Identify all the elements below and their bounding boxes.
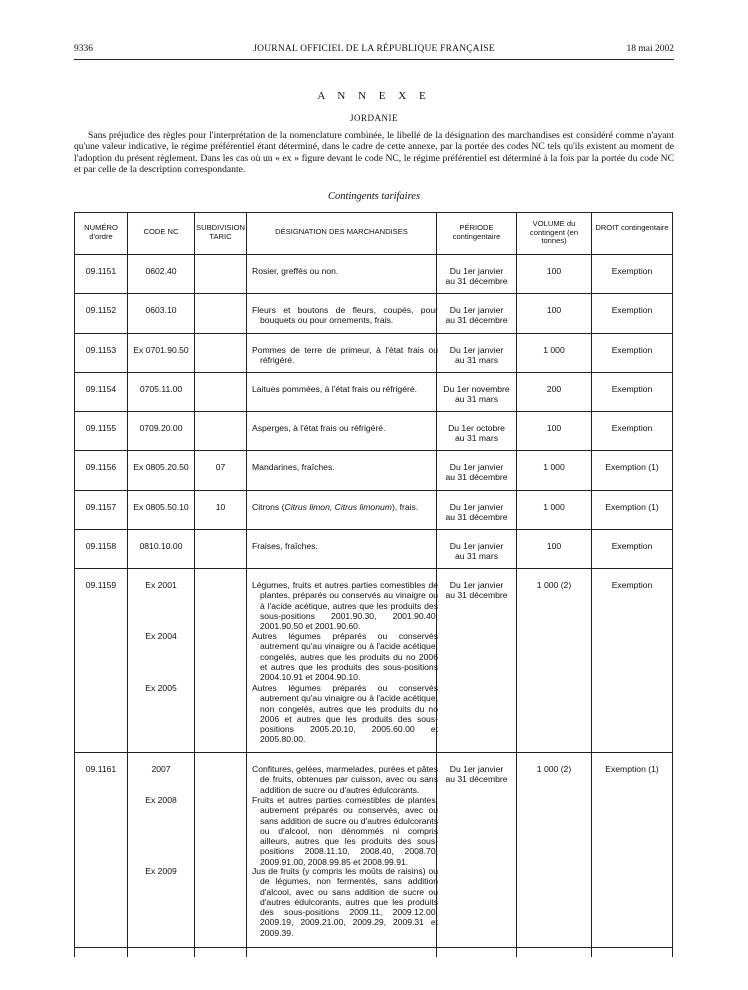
row-border	[74, 752, 673, 753]
cn-code: Ex 2009	[145, 866, 177, 876]
order-number: 09.1157	[85, 502, 117, 512]
quota-volume: 1 000 (2)	[536, 764, 572, 774]
cn-code: 2007	[151, 764, 171, 774]
row-border	[74, 293, 673, 294]
quota-duty: Exemption	[611, 580, 653, 590]
taric-subdivision: 07	[215, 462, 226, 472]
goods-description: Fruits et autres parties comestibles de plantes, autrement préparés ou conservés, avec ou sans addition de sucre ou d'autres édulcorants ou d'alcool, non dénommés ni compris ailleurs, autres que les produits des sous-positions 2008.11.10, 2008.40, 2008.70, 2009.91.00, 2008.99.85 et 2008.99.91.	[252, 795, 438, 867]
quota-duty: Exemption (1)	[605, 502, 659, 512]
header-duty: DROIT contingentaire	[595, 223, 669, 232]
goods-description: Jus de fruits (y compris les moûts de raisins) ou de légumes, non fermentés, sans addition d'alcool, avec ou sans addition de sucre ou d'autres édulcorants, autres que les produits des sous-positions 2009.11, 2009.12.00, 2009.19, 2009.21.00, 2009.29, 2009.31 et 2009.39.	[252, 866, 438, 938]
quota-period: Du 1er janvier au 31 décembre	[445, 502, 508, 523]
order-number: 09.1161	[85, 764, 117, 774]
header-volume: VOLUME du contingent (en tonnes)	[529, 219, 579, 246]
quota-volume: 100	[546, 541, 562, 551]
cn-code: Ex 2004	[145, 631, 177, 641]
goods-description: Pommes de terre de primeur, à l'état frais ou réfrigéré.	[252, 345, 438, 366]
running-header	[74, 44, 674, 58]
cn-code: 0810.10.00	[139, 541, 183, 551]
quota-volume: 1 000	[543, 462, 565, 472]
publication-date: 18 mai 2002	[626, 44, 674, 54]
order-number: 09.1153	[85, 345, 117, 355]
quota-duty: Exemption	[611, 266, 653, 276]
order-number: 09.1151	[85, 266, 117, 276]
country-heading: JORDANIE	[350, 113, 398, 123]
goods-description: Citrons (Citrus limon, Citrus limonum), frais.	[252, 502, 419, 512]
col-border	[672, 212, 673, 957]
quota-volume: 1 000	[543, 345, 565, 355]
col-border	[194, 212, 195, 957]
cn-code: Ex 2008	[145, 795, 177, 805]
goods-description: Rosier, greffés ou non.	[252, 266, 339, 276]
order-number: 09.1159	[85, 580, 117, 590]
goods-description: Autres légumes préparés ou conservés autrement qu'au vinaigre ou à l'acide acétique, congelés, autres que les produits du no 2006 et autres que les produits des sous-positions 2004.10.91 et 2004.90.10.	[252, 631, 438, 683]
goods-description: Légumes, fruits et autres parties comestibles de plantes, préparés ou conservés au vinaigre ou à l'acide acétique, autres que les produits des sous-positions 2001.90.30, 2001.90.40, 2001.90.50 et 2001.90.60.	[252, 580, 438, 632]
row-border	[74, 333, 673, 334]
cn-code: 0709.20.00	[139, 423, 183, 433]
row-border	[74, 411, 673, 412]
quota-period: Du 1er janvier au 31 décembre	[445, 305, 508, 326]
row-border	[74, 372, 673, 373]
order-number: 09.1154	[85, 384, 117, 394]
quota-period: Du 1er novembre au 31 mars	[443, 384, 510, 405]
row-border	[74, 490, 673, 491]
quota-duty: Exemption	[611, 345, 653, 355]
cn-code: 0705.11.00	[139, 384, 183, 394]
col-border	[246, 212, 247, 957]
header-cn-code: CODE NC	[143, 227, 179, 236]
quota-volume: 100	[546, 305, 562, 315]
quota-period: Du 1er janvier au 31 mars	[449, 541, 504, 562]
quota-volume: 1 000	[543, 502, 565, 512]
quota-period: Du 1er octobre au 31 mars	[448, 423, 505, 444]
quota-period: Du 1er janvier au 31 décembre	[445, 764, 508, 785]
cn-code: Ex 0701.90.50	[133, 345, 189, 355]
order-number: 09.1152	[85, 305, 117, 315]
quota-period: Du 1er janvier au 31 décembre	[445, 580, 508, 601]
page-number: 9336	[74, 44, 93, 54]
cn-code: Ex 2001	[145, 580, 177, 590]
tariff-quota-table	[74, 212, 673, 957]
row-border	[74, 947, 673, 948]
cn-code: Ex 2005	[145, 683, 177, 693]
quota-volume: 100	[546, 266, 562, 276]
intro-paragraph: Sans préjudice des règles pour l'interprétation de la nomenclature combinée, le libellé de la désignation des marchandises est considéré comme n'ayant qu'une valeur indicative, le régime préférentiel étant déterminé, dans le cadre de cette annexe, par la portée des codes NC tels qu'ils existent au moment de l'adoption du présent règlement. Dans les cas où un « ex » figure devant le code NC, le régime préférentiel est déterminé à la fois par la portée du code NC et par celle de la description correspondante.	[74, 130, 674, 175]
quota-volume: 100	[546, 423, 562, 433]
header-description: DÉSIGNATION DES MARCHANDISES	[275, 227, 408, 236]
goods-description: Mandarines, fraîches.	[252, 462, 335, 472]
header-order-no: NUMÉRO d'ordre	[84, 223, 118, 241]
goods-description: Confitures, gelées, marmelades, purées et pâtes de fruits, obtenues par cuisson, avec ou sans addition de sucre ou d'autres édulcorants.	[252, 764, 438, 795]
table-caption: Contingents tarifaires	[327, 191, 421, 202]
order-number: 09.1155	[85, 423, 117, 433]
quota-period: Du 1er janvier au 31 mars	[449, 345, 504, 366]
quota-volume: 200	[546, 384, 562, 394]
quota-duty: Exemption (1)	[605, 764, 659, 774]
cn-code: 0603.10	[145, 305, 177, 315]
row-border	[74, 450, 673, 451]
row-border	[74, 529, 673, 530]
quota-duty: Exemption	[611, 384, 653, 394]
quota-period: Du 1er janvier au 31 décembre	[445, 462, 508, 483]
journal-title: JOURNAL OFFICIEL DE LA RÉPUBLIQUE FRANÇAISE	[253, 44, 495, 54]
row-border	[74, 212, 673, 213]
goods-description: Fleurs et boutons de fleurs, coupés, pour bouquets ou pour ornements, frais.	[252, 305, 438, 326]
order-number: 09.1156	[85, 462, 117, 472]
taric-subdivision: 10	[215, 502, 226, 512]
goods-description: Autres légumes préparés ou conservés autrement qu'au vinaigre ou à l'acide acétique, non congelés, autres que les produits du no 2006 et autres que les produits des sous-positions 2005.20.10, 2005.60.00 et 2005.80.00.	[252, 683, 438, 745]
cn-code: Ex 0805.50.10	[133, 502, 189, 512]
quota-duty: Exemption	[611, 305, 653, 315]
header-period: PÉRIODE contingentaire	[452, 223, 501, 241]
quota-volume: 1 000 (2)	[536, 580, 572, 590]
cn-code: 0602.40	[145, 266, 177, 276]
annex-title: A N N E X E	[317, 90, 431, 102]
header-taric: SUBDIVISION TARIC	[196, 223, 245, 241]
header-rule	[74, 59, 674, 60]
goods-description: Laitues pommées, à l'état frais ou réfrigéré.	[252, 384, 418, 394]
goods-description: Asperges, à l'état frais ou réfrigéré.	[252, 423, 386, 433]
cn-code: Ex 0805.20.50	[133, 462, 189, 472]
row-border	[74, 254, 673, 255]
quota-duty: Exemption	[611, 423, 653, 433]
quota-duty: Exemption (1)	[605, 462, 659, 472]
quota-period: Du 1er janvier au 31 décembre	[445, 266, 508, 287]
row-border	[74, 568, 673, 569]
goods-description: Fraises, fraîches.	[252, 541, 318, 551]
order-number: 09.1158	[85, 541, 117, 551]
quota-duty: Exemption	[611, 541, 653, 551]
